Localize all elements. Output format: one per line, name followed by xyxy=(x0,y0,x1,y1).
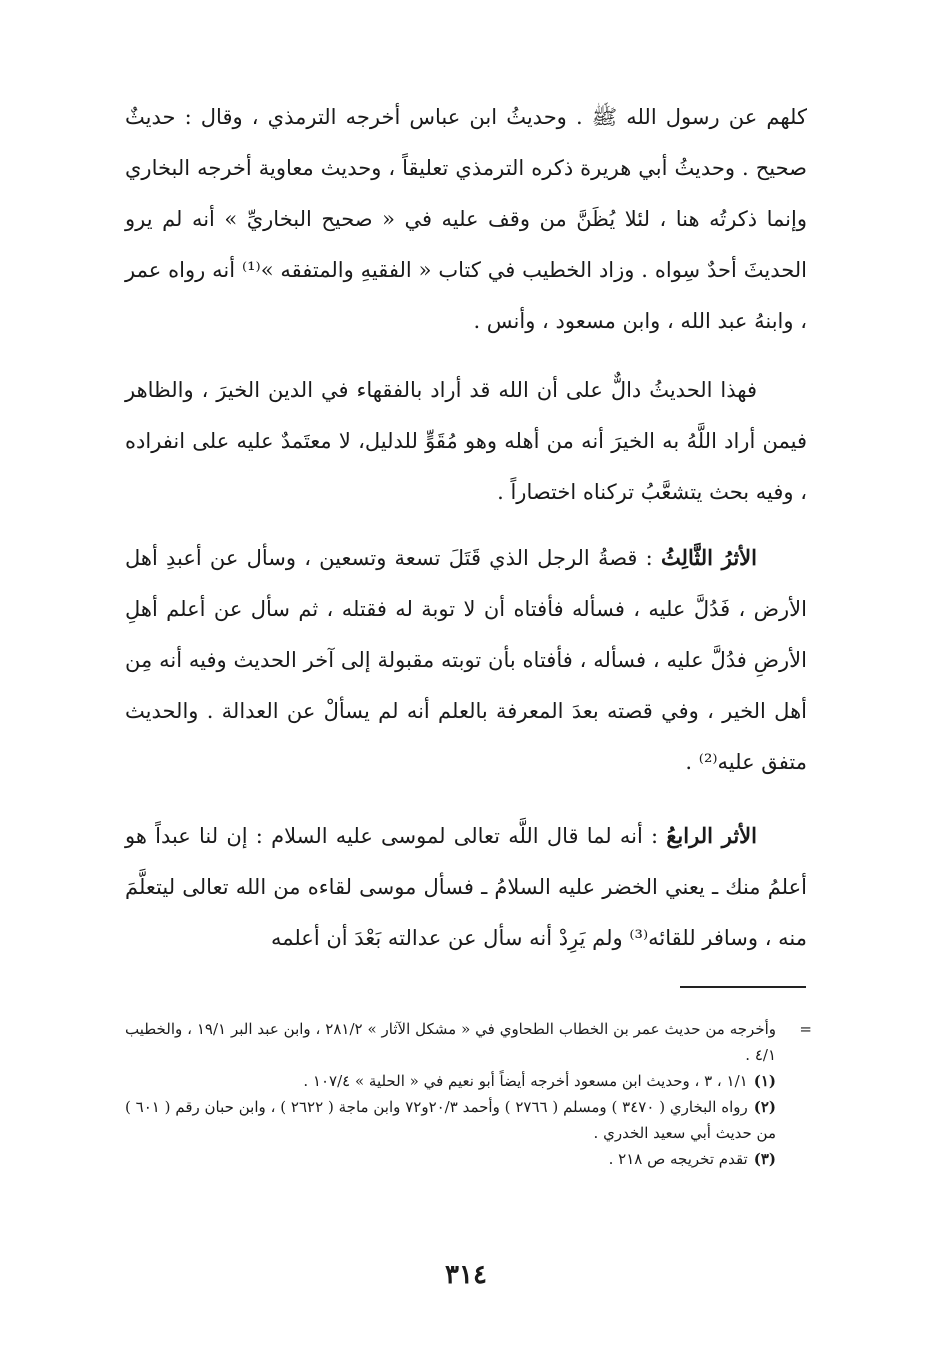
footnote-number: (٣) xyxy=(753,1150,776,1168)
section-heading: الأثر الرابعُ xyxy=(666,823,757,848)
footnote-divider xyxy=(680,986,806,988)
footnote-text: وأخرجه من حديث عمر بن الخطاب الطحاوي في « مشكل الآثار » ٢٨١/٢ ، وابن عبد البر ١٩/١ ، والخطيب ٤/١ . xyxy=(125,1020,777,1064)
continuation-mark: = xyxy=(799,1020,812,1038)
footnote-text: تقدم تخريجه ص ٢١٨ . xyxy=(608,1150,748,1168)
footnote-number: (٢) xyxy=(753,1098,777,1116)
main-text xyxy=(125,92,807,964)
footnote-continuation xyxy=(125,1016,812,1068)
page-number: ٣١٤ xyxy=(445,1260,487,1290)
paragraph: كلهم عن رسول الله ﷺ . وحديثُ ابن عباس أخرجه الترمذي ، وقال : حديثٌ صحيح . وحديثُ أبي هريرة ذكره الترمذي تعليقاً ، وحديث معاوية أخرجه البخاري وإنما ذكرتُه هنا ، لئلا يُظَنَّ من وقف عليه في « صحيح البخاريِّ » أنه لم يرو الحديثَ أحدٌ سِواه . وزاد الخطيب في كتاب « الفقيهِ والمتفقه »⁽¹⁾ أنه رواه عمر ، وابنهُ عبد الله ، وابن مسعود ، وأنس . xyxy=(125,105,807,333)
section-heading: الأثرُ الثَّالِثُ xyxy=(660,545,757,570)
paragraph: فهذا الحديثُ دالٌّ على أن الله قد أراد بالفقهاء في الدين الخيرَ ، والظاهر فيمن أراد اللَّهُ به الخيرَ أنه من أهله وهو مُقَوٍّ للدليل، لا معتَمدٌ عليه على انفراده ، وفيه بحث يتشعَّبُ تركناه اختصاراً . xyxy=(125,378,807,504)
paragraph xyxy=(125,532,807,788)
footnote-text: رواه البخاري ( ٣٤٧٠ ) ومسلم ( ٢٧٦٦ ) وأحمد ٢٠/٣و٧٢ وابن ماجة ( ٢٦٢٢ ) ، وابن حبان رقم ( ٦٠١ ) من حديث أبي سعيد الخدري . xyxy=(125,1098,776,1142)
footnote-number: (١) xyxy=(753,1072,776,1090)
paragraph-text: : قصةُ الرجل الذي قَتَلَ تسعة وتسعين ، وسأل عن أعبدِ أهل الأرض ، فَدُلَّ عليه ، فسأله فأفتاه أن لا توبة له فقتله ، ثم سأل عن أعلم أهلِ الأرضِ فدُلَّ عليه ، فسأله ، فأفتاه بأن توبته مقبولة إلى آخر الحديث وفيه أنه مِن أهل الخير ، وفي قصته بعدَ المعرفة بالعلم أنه لم يسألْ عن العدالة . والحديث متفق عليه⁽²⁾ . xyxy=(125,546,807,774)
footnote-text: ١/١ ، ٣ ، وحديث ابن مسعود أخرجه أيضاً أبو نعيم في « الحلية » ١٠٧/٤ . xyxy=(303,1072,748,1090)
footnote xyxy=(125,1146,812,1172)
footnote xyxy=(125,1068,812,1094)
paragraph-text: : أنه لما قال اللَّه تعالى لموسى عليه السلام : إن لنا عبداً هو أعلمُ منك ـ يعني الخضر عليه السلامُ ـ فسأل موسى لقاءه من الله تعالى ليتعلَّمَ منه ، وسافر للقائه⁽³⁾ ولم يَرِدْ أنه سأل عن عدالته بَعْدَ أن أعلمه xyxy=(125,824,807,950)
footnote xyxy=(125,1094,812,1146)
footnotes xyxy=(125,1016,812,1172)
paragraph xyxy=(125,810,807,964)
